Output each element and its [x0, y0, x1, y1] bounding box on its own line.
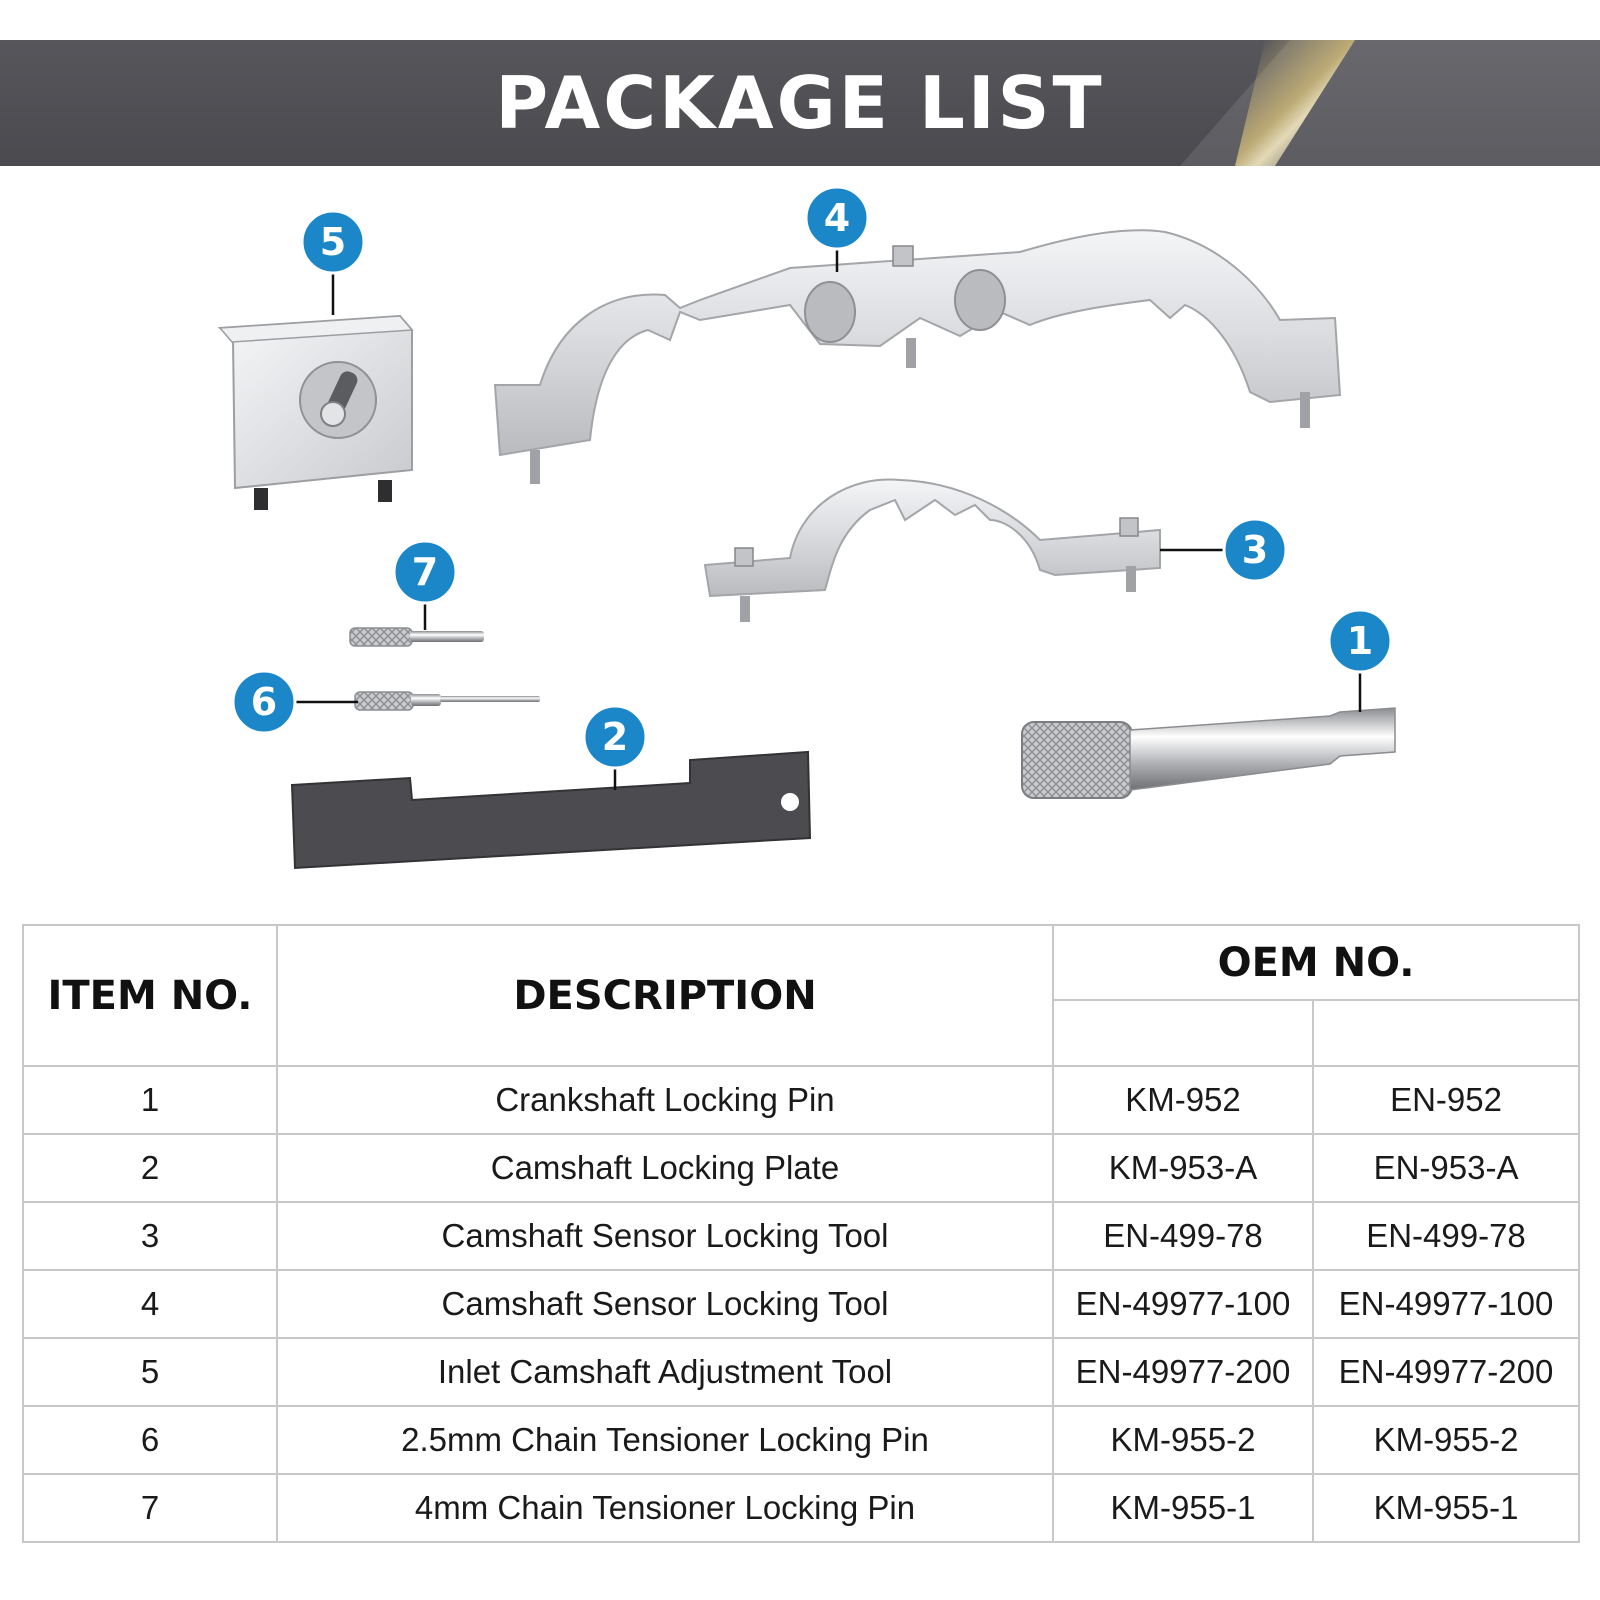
item-description: Camshaft Locking Plate	[277, 1134, 1053, 1202]
oem-number-2: EN-953-A	[1313, 1134, 1579, 1202]
table-row	[23, 1270, 1579, 1338]
oem-number-1: KM-952	[1053, 1066, 1313, 1134]
callout-4	[806, 187, 868, 249]
oem-number-1: KM-953-A	[1053, 1134, 1313, 1202]
header-banner	[0, 40, 1600, 166]
item-number: 5	[23, 1338, 277, 1406]
oem-number-2: EN-49977-200	[1313, 1338, 1579, 1406]
table-row	[23, 1134, 1579, 1202]
table-row	[23, 1474, 1579, 1542]
tools-diagram	[0, 170, 1600, 900]
header-description: DESCRIPTION	[277, 925, 1053, 1066]
table-row	[23, 1406, 1579, 1474]
oem-number-1: KM-955-2	[1053, 1406, 1313, 1474]
callout-2-label: 2	[601, 715, 629, 759]
header-oem-sub-1	[1053, 1000, 1313, 1066]
item-description: 4mm Chain Tensioner Locking Pin	[277, 1474, 1053, 1542]
tool-3-camshaft-sensor-locking-tool	[705, 479, 1160, 622]
table-row	[23, 1066, 1579, 1134]
tool-5-inlet-camshaft-adjustment-tool	[220, 316, 412, 510]
header-oem-no: OEM NO.	[1053, 925, 1579, 1000]
callout-7-label: 7	[411, 550, 439, 594]
callout-5-label: 5	[319, 220, 347, 264]
tool-6-2-5mm-locking-pin	[355, 692, 540, 710]
item-description: Camshaft Sensor Locking Tool	[277, 1202, 1053, 1270]
oem-number-2: KM-955-2	[1313, 1406, 1579, 1474]
oem-number-1: EN-49977-100	[1053, 1270, 1313, 1338]
item-number: 4	[23, 1270, 277, 1338]
oem-number-1: EN-49977-200	[1053, 1338, 1313, 1406]
callout-2	[584, 706, 646, 768]
callout-1-label: 1	[1346, 619, 1374, 663]
table-row	[23, 1338, 1579, 1406]
oem-number-2: KM-955-1	[1313, 1474, 1579, 1542]
item-number: 7	[23, 1474, 277, 1542]
item-description: Inlet Camshaft Adjustment Tool	[277, 1338, 1053, 1406]
item-number: 6	[23, 1406, 277, 1474]
tool-illustration	[0, 170, 1600, 900]
callout-4-label: 4	[823, 196, 851, 240]
tool-1-crankshaft-locking-pin	[1022, 708, 1395, 798]
oem-number-1: KM-955-1	[1053, 1474, 1313, 1542]
item-number: 3	[23, 1202, 277, 1270]
callout-5	[302, 211, 364, 273]
package-list-table	[22, 924, 1580, 1543]
tool-4-camshaft-sensor-locking-tool	[495, 230, 1340, 484]
table-header-row	[23, 925, 1579, 1000]
tool-7-4mm-locking-pin	[350, 628, 484, 646]
oem-number-2: EN-499-78	[1313, 1202, 1579, 1270]
tool-2-camshaft-locking-plate	[292, 752, 810, 868]
callout-6-label: 6	[250, 680, 278, 724]
callout-3	[1224, 519, 1286, 581]
item-description: Camshaft Sensor Locking Tool	[277, 1270, 1053, 1338]
item-description: 2.5mm Chain Tensioner Locking Pin	[277, 1406, 1053, 1474]
oem-number-2: EN-952	[1313, 1066, 1579, 1134]
callout-7	[394, 541, 456, 603]
oem-number-1: EN-499-78	[1053, 1202, 1313, 1270]
item-description: Crankshaft Locking Pin	[277, 1066, 1053, 1134]
callout-6	[233, 671, 295, 733]
oem-number-2: EN-49977-100	[1313, 1270, 1579, 1338]
page-title: PACKAGE LIST	[495, 61, 1105, 145]
header-oem-sub-2	[1313, 1000, 1579, 1066]
header-item-no: ITEM NO.	[23, 925, 277, 1066]
table-row	[23, 1202, 1579, 1270]
item-number: 2	[23, 1134, 277, 1202]
callout-3-label: 3	[1241, 528, 1269, 572]
callout-1	[1329, 610, 1391, 672]
item-number: 1	[23, 1066, 277, 1134]
